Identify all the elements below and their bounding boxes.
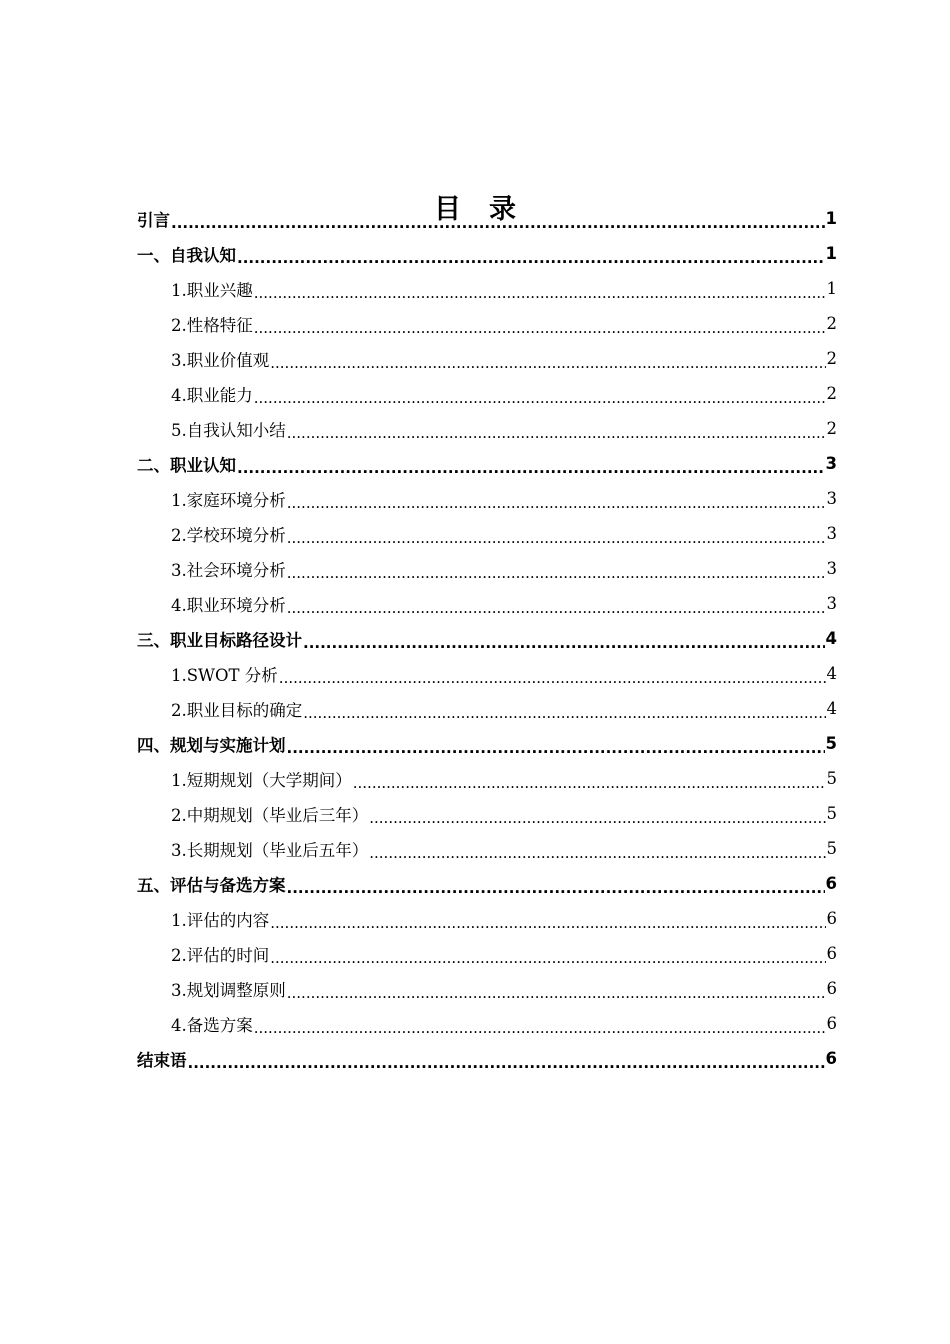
- toc-section-entry[interactable]: [137, 796, 837, 831]
- toc-page-number: 4: [825, 629, 837, 648]
- toc-dot-leader: [237, 248, 825, 267]
- toc-section-entry[interactable]: [137, 936, 837, 971]
- toc-page-number: 2: [826, 419, 837, 438]
- toc-section-entry[interactable]: [137, 1006, 837, 1041]
- toc-entry-label: 1.SWOT 分析: [171, 665, 278, 685]
- toc-dot-leader: [254, 283, 826, 302]
- toc-page-number: 3: [826, 594, 837, 613]
- toc-dot-leader: [287, 563, 826, 582]
- toc-entry-label: 二、职业认知: [137, 455, 236, 475]
- toc-page-number: 6: [825, 874, 837, 893]
- toc-entry-label: 一、自我认知: [137, 245, 236, 265]
- toc-page-number: 6: [826, 944, 837, 963]
- toc-dot-leader: [254, 318, 826, 337]
- toc-dot-leader: [171, 213, 825, 232]
- toc-dot-leader: [287, 528, 826, 547]
- toc-entry-label: 5.自我认知小结: [171, 420, 286, 440]
- toc-section-entry[interactable]: [137, 586, 837, 621]
- toc-dot-leader: [369, 843, 825, 862]
- toc-entry-label: 结束语: [137, 1050, 187, 1070]
- toc-chapter-entry[interactable]: [137, 1041, 837, 1076]
- toc-entry-label: 2.职业目标的确定: [171, 700, 303, 720]
- toc-page-number: 1: [826, 279, 837, 298]
- toc-entry-label: 三、职业目标路径设计: [137, 630, 302, 650]
- toc-page-number: 4: [826, 699, 837, 718]
- toc-entry-label: 1.短期规划（大学期间）: [171, 770, 352, 790]
- toc-section-entry[interactable]: [137, 516, 837, 551]
- toc-dot-leader: [254, 1018, 826, 1037]
- toc-entry-label: 3.长期规划（毕业后五年）: [171, 840, 369, 860]
- toc-section-entry[interactable]: [137, 341, 837, 376]
- toc-chapter-entry[interactable]: [137, 201, 837, 236]
- toc-page-number: 1: [825, 209, 837, 228]
- toc-section-entry[interactable]: [137, 971, 837, 1006]
- toc-section-entry[interactable]: [137, 656, 837, 691]
- toc-dot-leader: [303, 633, 825, 652]
- toc-dot-leader: [287, 598, 826, 617]
- toc-entry-label: 引言: [137, 210, 170, 230]
- page-title: 目录: [434, 194, 544, 226]
- toc-dot-leader: [287, 983, 826, 1002]
- toc-page-number: 2: [826, 314, 837, 333]
- toc-chapter-entry[interactable]: [137, 446, 837, 481]
- toc-dot-leader: [287, 493, 826, 512]
- toc-chapter-entry[interactable]: [137, 236, 837, 271]
- toc-section-entry[interactable]: [137, 691, 837, 726]
- toc-dot-leader: [287, 878, 825, 897]
- toc-chapter-entry[interactable]: [137, 726, 837, 761]
- toc-dot-leader: [270, 353, 825, 372]
- table-of-contents: [137, 201, 837, 1076]
- toc-page-number: 5: [826, 769, 837, 788]
- toc-entry-label: 3.社会环境分析: [171, 560, 286, 580]
- toc-page-number: 4: [826, 664, 837, 683]
- toc-chapter-entry[interactable]: [137, 621, 837, 656]
- toc-page-number: 1: [825, 244, 837, 263]
- toc-page-number: 3: [826, 559, 837, 578]
- toc-entry-label: 2.学校环境分析: [171, 525, 286, 545]
- toc-dot-leader: [287, 423, 826, 442]
- toc-page-number: 3: [825, 454, 837, 473]
- toc-dot-leader: [254, 388, 826, 407]
- toc-page-number: 3: [826, 524, 837, 543]
- toc-entry-label: 1.评估的内容: [171, 910, 270, 930]
- toc-entry-label: 四、规划与实施计划: [137, 735, 286, 755]
- toc-section-entry[interactable]: [137, 901, 837, 936]
- toc-section-entry[interactable]: [137, 411, 837, 446]
- toc-dot-leader: [353, 773, 826, 792]
- toc-page-number: 5: [826, 839, 837, 858]
- toc-dot-leader: [287, 738, 825, 757]
- toc-dot-leader: [237, 458, 825, 477]
- toc-entry-label: 2.评估的时间: [171, 945, 270, 965]
- toc-dot-leader: [303, 703, 825, 722]
- toc-chapter-entry[interactable]: [137, 866, 837, 901]
- toc-entry-label: 4.职业能力: [171, 385, 253, 405]
- toc-entry-label: 五、评估与备选方案: [137, 875, 286, 895]
- toc-page-number: 3: [826, 489, 837, 508]
- toc-page-number: 2: [826, 384, 837, 403]
- toc-entry-label: 3.职业价值观: [171, 350, 270, 370]
- toc-page-number: 6: [825, 1049, 837, 1068]
- toc-page-number: 2: [826, 349, 837, 368]
- toc-dot-leader: [188, 1053, 825, 1072]
- toc-entry-label: 4.备选方案: [171, 1015, 253, 1035]
- toc-section-entry[interactable]: [137, 481, 837, 516]
- toc-dot-leader: [279, 668, 826, 687]
- toc-page-number: 6: [826, 909, 837, 928]
- toc-page-number: 6: [826, 1014, 837, 1033]
- toc-dot-leader: [369, 808, 825, 827]
- toc-page-number: 5: [826, 804, 837, 823]
- toc-section-entry[interactable]: [137, 831, 837, 866]
- toc-page-number: 6: [826, 979, 837, 998]
- toc-entry-label: 4.职业环境分析: [171, 595, 286, 615]
- toc-entry-label: 1.职业兴趣: [171, 280, 253, 300]
- toc-section-entry[interactable]: [137, 306, 837, 341]
- toc-dot-leader: [270, 913, 825, 932]
- toc-dot-leader: [270, 948, 825, 967]
- toc-section-entry[interactable]: [137, 551, 837, 586]
- toc-page-number: 5: [825, 734, 837, 753]
- toc-section-entry[interactable]: [137, 376, 837, 411]
- toc-entry-label: 2.中期规划（毕业后三年）: [171, 805, 369, 825]
- toc-entry-label: 1.家庭环境分析: [171, 490, 286, 510]
- toc-entry-label: 3.规划调整原则: [171, 980, 286, 1000]
- toc-entry-label: 2.性格特征: [171, 315, 253, 335]
- toc-section-entry[interactable]: [137, 271, 837, 306]
- toc-section-entry[interactable]: [137, 761, 837, 796]
